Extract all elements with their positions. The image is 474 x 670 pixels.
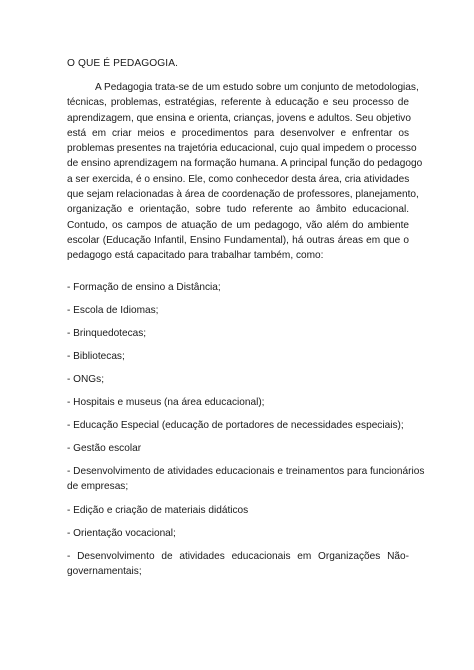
paragraph-line: está em criar meios e procedimentos para desenvolver e enfrentar os [67,127,409,139]
paragraph-line: a ser exercida, é o ensino. Ele, como conhecedor desta área, cria atividades [67,173,410,185]
list-item-line: - Gestão escolar [67,443,142,454]
list-item-line: - Formação de ensino a Distância; [67,282,221,293]
list-item-line: - Educação Especial (educação de portadores de necessidades especiais); [67,420,404,431]
list-item [67,464,425,495]
paragraph-line: aprendizagem, que ensina e orienta, crianças, jovens e adultos. Seu objetivo [67,112,411,124]
list-item-line: - Bibliotecas; [67,351,125,362]
list-item-line: - Desenvolvimento de atividades educacionais e treinamentos para funcionários [67,466,425,477]
list-item-line: - ONGs; [67,374,105,385]
list-item-line: - Edição e criação de materiais didáticos [67,505,249,516]
list-item-line: governamentais; [67,566,142,578]
list-item [67,526,409,541]
paragraph-line: A Pedagogia trata-se de um estudo sobre um conjunto de metodologias, [95,82,419,93]
list-item [67,441,409,456]
paragraph-line: de ensino aprendizagem na formação humana. A principal função do pedagogo [67,158,423,170]
list-item-line: - Escola de Idiomas; [67,305,159,316]
list-item [67,503,409,518]
paragraph-line: Contudo, os campos de atuação de um pedagogo, vão além do ambiente [67,219,409,231]
list-item [67,418,409,433]
list-item-line: - Hospitais e museus (na área educacional); [67,397,265,408]
list-item [67,395,409,410]
paragraph-line: organização e orientação, sobre tudo referente ao âmbito educacional. [67,204,409,216]
list-item [67,349,409,364]
list-item-line: - Desenvolvimento de atividades educacionais em Organizações Não- [67,551,409,562]
list-item [67,326,409,341]
list-item [67,303,409,318]
list-item [67,549,409,580]
list-item [67,280,409,295]
intro-paragraph [67,80,423,264]
list-item-line: - Brinquedotecas; [67,328,147,339]
list-item [67,372,409,387]
paragraph-line: escolar (Educação Infantil, Ensino Fundamental), há outras áreas em que o [67,234,409,246]
paragraph-line: pedagogo está capacitado para trabalhar também, como: [67,250,324,262]
paragraph-line: que sejam relacionadas à área de coordenação de professores, planejamento, [67,189,419,201]
list-item-line: de empresas; [67,481,129,493]
page-title: O QUE É PEDAGOGIA. [67,58,179,69]
paragraph-line: técnicas, problemas, estratégias, referente à educação e seu processo de [67,97,409,109]
list-item-line: - Orientação vocacional; [67,528,176,539]
paragraph-line: problemas presentes na trajetória educacional, cujo qual impedem o processo [67,143,417,155]
